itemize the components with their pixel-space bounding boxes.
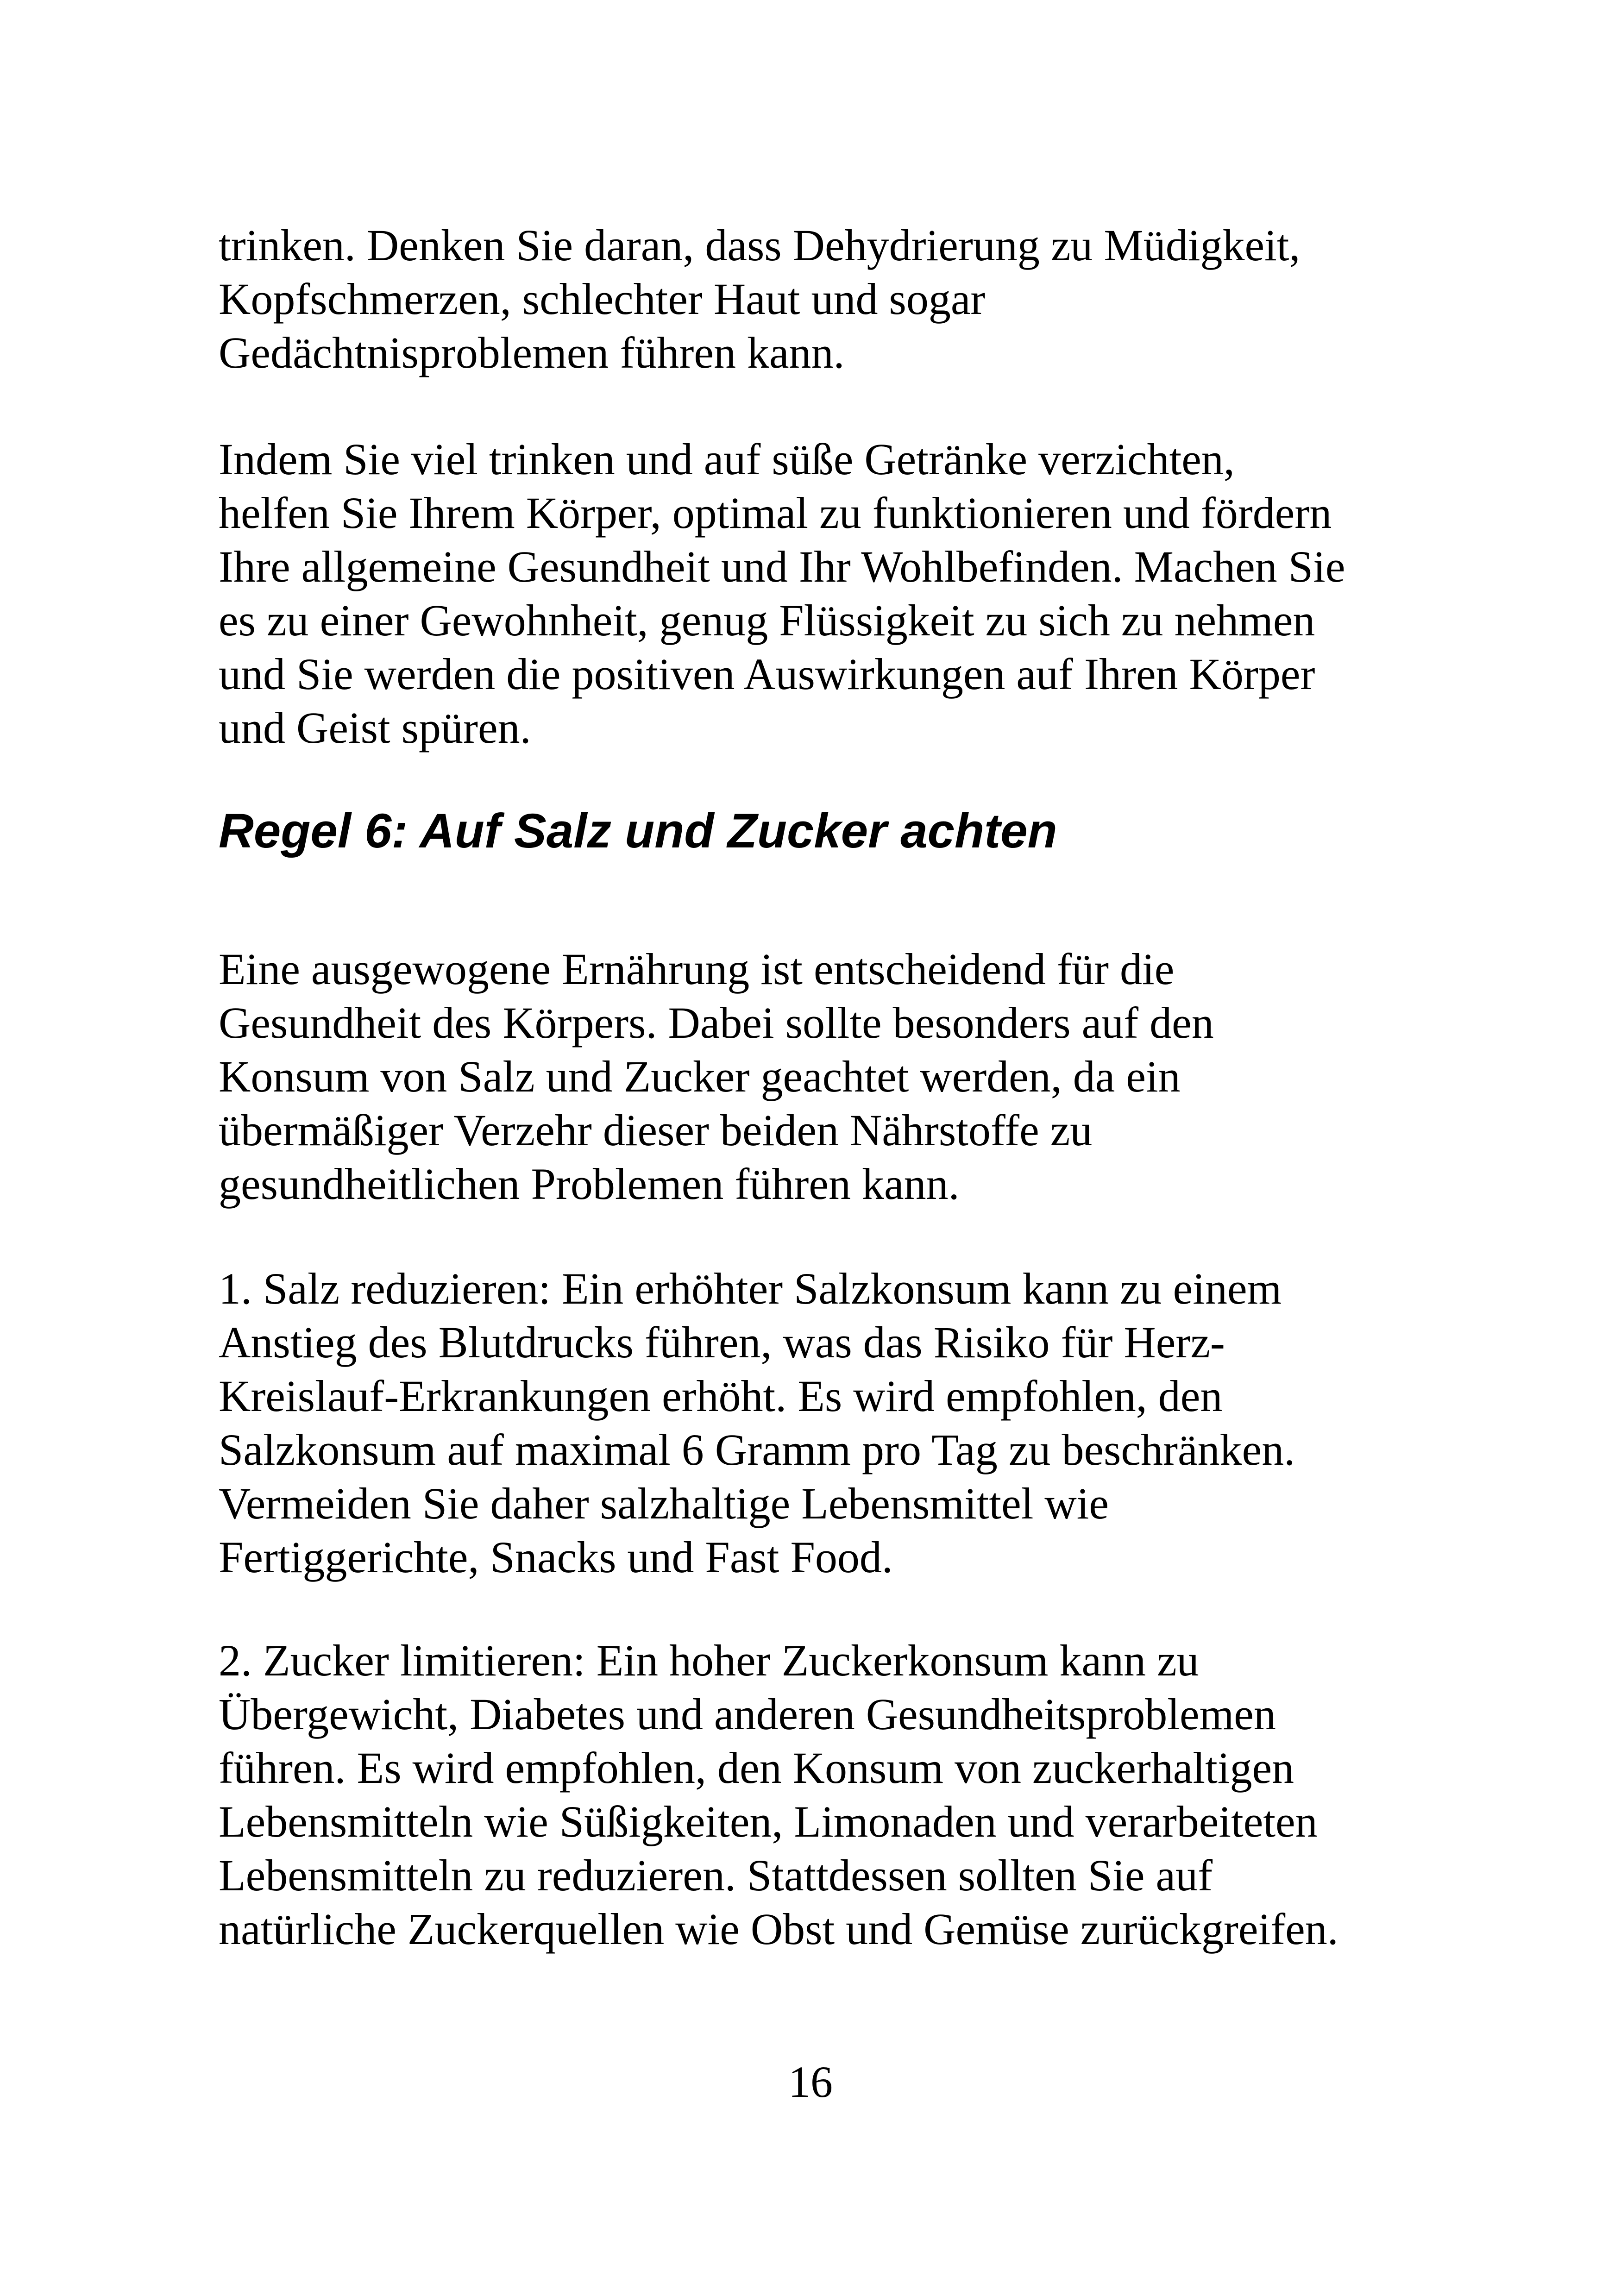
text-line: Lebensmitteln zu reduzieren. Stattdessen sollten Sie auf bbox=[219, 1851, 1213, 1900]
text-line: und Geist spüren. bbox=[219, 703, 531, 753]
text-line: Kreislauf-Erkrankungen erhöht. Es wird empfohlen, den bbox=[219, 1371, 1223, 1421]
text-line: Fertiggerichte, Snacks und Fast Food. bbox=[219, 1532, 893, 1582]
paragraph-hydration-end bbox=[219, 219, 1441, 380]
text-line: Gesundheit des Körpers. Dabei sollte besonders auf den bbox=[219, 998, 1214, 1048]
text-line: gesundheitlichen Problemen führen kann. bbox=[219, 1159, 960, 1209]
text-line: Indem Sie viel trinken und auf süße Getränke verzichten, bbox=[219, 434, 1235, 484]
text-line: Gedächtnisproblemen führen kann. bbox=[219, 328, 845, 377]
text-line: 2. Zucker limitieren: Ein hoher Zuckerkonsum kann zu bbox=[219, 1636, 1199, 1685]
text-line: Konsum von Salz und Zucker geachtet werden, da ein bbox=[219, 1052, 1181, 1101]
paragraph-hydration-summary bbox=[219, 433, 1441, 755]
paragraph-salt bbox=[219, 1262, 1441, 1584]
text-line: übermäßiger Verzehr dieser beiden Nährstoffe zu bbox=[219, 1105, 1093, 1155]
text-line: Kopfschmerzen, schlechter Haut und sogar bbox=[219, 274, 986, 324]
text-line: es zu einer Gewohnheit, genug Flüssigkeit zu sich zu nehmen bbox=[219, 596, 1315, 645]
text-line: 1. Salz reduzieren: Ein erhöhter Salzkonsum kann zu einem bbox=[219, 1264, 1282, 1313]
text-line: und Sie werden die positiven Auswirkungen auf Ihren Körper bbox=[219, 649, 1315, 699]
paragraph-sugar bbox=[219, 1634, 1441, 1956]
text-line: Übergewicht, Diabetes und anderen Gesundheitsproblemen bbox=[219, 1689, 1276, 1739]
text-line: Eine ausgewogene Ernährung ist entscheidend für die bbox=[219, 944, 1175, 994]
text-line: Ihre allgemeine Gesundheit und Ihr Wohlbefinden. Machen Sie bbox=[219, 542, 1345, 591]
text-line: trinken. Denken Sie daran, dass Dehydrierung zu Müdigkeit, bbox=[219, 220, 1301, 270]
text-line: helfen Sie Ihrem Körper, optimal zu funktionieren und fördern bbox=[219, 488, 1332, 538]
text-line: natürliche Zuckerquellen wie Obst und Gemüse zurückgreifen. bbox=[219, 1904, 1338, 1954]
text-line: Vermeiden Sie daher salzhaltige Lebensmittel wie bbox=[219, 1479, 1109, 1528]
text-line: Anstieg des Blutdrucks führen, was das Risiko für Herz- bbox=[219, 1317, 1225, 1367]
text-line: Salzkonsum auf maximal 6 Gramm pro Tag zu beschränken. bbox=[219, 1425, 1295, 1474]
text-line: führen. Es wird empfohlen, den Konsum von zuckerhaltigen bbox=[219, 1743, 1294, 1793]
section-heading: Regel 6: Auf Salz und Zucker achten bbox=[219, 804, 1057, 858]
text-line: Lebensmitteln wie Süßigkeiten, Limonaden und verarbeiteten bbox=[219, 1797, 1318, 1846]
page-number: 16 bbox=[788, 2057, 833, 2107]
paragraph-intro-nutrition bbox=[219, 942, 1441, 1211]
